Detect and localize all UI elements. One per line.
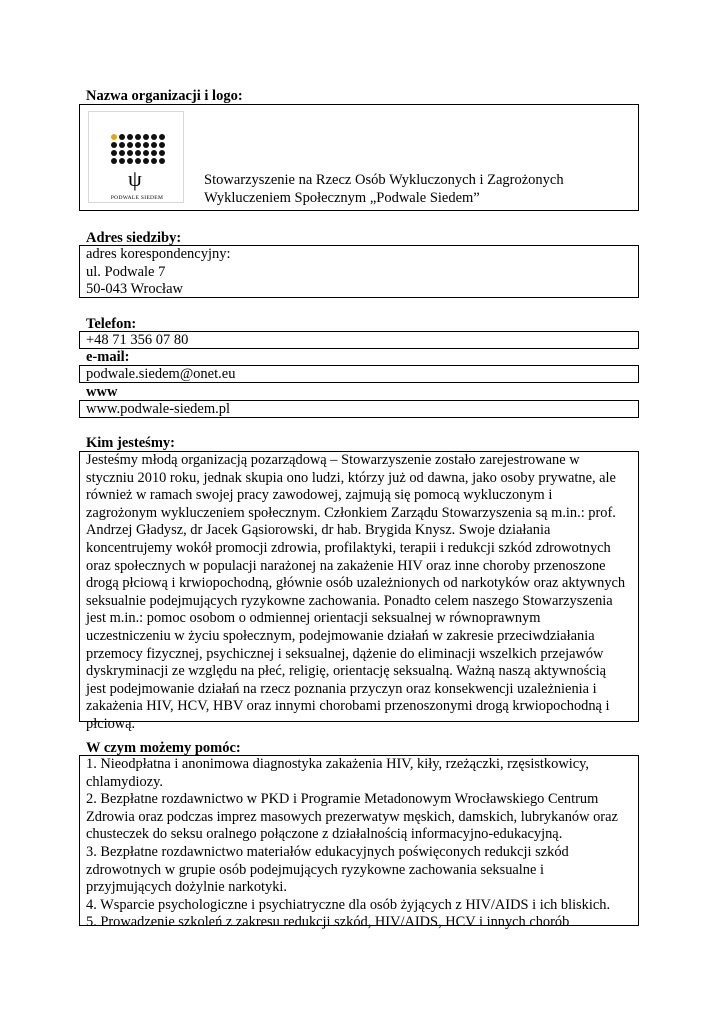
organization-name-line: Stowarzyszenie na Rzecz Osób Wykluczonych i Zagrożonych bbox=[204, 172, 564, 188]
about-line: również w ramach swojej pracy zawodowej, zajmują się pomocą wykluczonym i bbox=[86, 487, 553, 504]
about-line: uczestniczeniu w życiu społecznym, podejmowanie działań w zakresie przeciwdziałania bbox=[86, 627, 595, 644]
psi-icon: ψ bbox=[128, 166, 142, 191]
address-box bbox=[79, 245, 639, 298]
email-box bbox=[79, 365, 639, 383]
about-line: Jesteśmy młodą organizacją pozarządową – Stowarzyszenie zostało zarejestrowane w bbox=[86, 452, 580, 468]
help-line: chusteczek do seksu oralnego połączone z działalnością informacyjno-edukacyjną. bbox=[86, 826, 563, 843]
address-line: adres korespondencyjny: bbox=[86, 246, 231, 262]
logo-caption: PODWALE SIEDEM bbox=[110, 195, 164, 201]
about-line: styczniu 2010 roku, jednak skupia ono ludzi, którzy już od dawna, jako osoby prywatne, ale bbox=[86, 469, 616, 486]
about-line: seksualnie podejmujących ryzykowne zachowania. Ponadto celem naszego Stowarzyszenia bbox=[86, 592, 613, 609]
help-box bbox=[79, 755, 639, 931]
help-line: 5. Prowadzenie szkoleń z zakresu redukcji szkód, HIV/AIDS, HCV i innych chorób bbox=[86, 914, 570, 931]
address-label: Adres siedziby: bbox=[86, 230, 182, 246]
about-box bbox=[79, 451, 639, 732]
about-line: drogą płciową i krwiopochodną, głównie osób uzależnionych od narkotyków oraz aktywnych bbox=[86, 575, 626, 592]
about-line: jest podejmowanie działań na rzecz poznania przyczyn oraz konsekwencji uzależnienia i bbox=[86, 680, 597, 697]
about-line: Andrzej Gładysz, dr Jacek Gąsiorowski, dr hab. Brygida Knysz. Swoje działania bbox=[86, 522, 551, 539]
organization-name-line: Wykluczeniem Społecznym „Podwale Siedem” bbox=[204, 190, 480, 206]
address-line: 50-043 Wrocław bbox=[86, 281, 183, 297]
organization-box bbox=[79, 104, 639, 211]
www-box bbox=[79, 400, 639, 418]
address-line: ul. Podwale 7 bbox=[86, 263, 166, 280]
help-line: chlamydiozy. bbox=[86, 773, 163, 790]
about-line: koncentrujemy wokół promocji zdrowia, profilaktyki, terapii i redukcji szkód zdrowotnych bbox=[86, 539, 611, 556]
organization-label: Nazwa organizacji i logo: bbox=[86, 88, 243, 104]
www-label: www bbox=[86, 384, 118, 400]
www-value[interactable]: www.podwale-siedem.pl bbox=[86, 401, 231, 417]
help-line: 2. Bezpłatne rozdawnictwo w PKD i Programie Metadonowym Wrocławskiego Centrum bbox=[86, 791, 599, 808]
organization-name bbox=[204, 171, 564, 207]
phone-label: Telefon: bbox=[86, 316, 137, 332]
help-line: przyjmujących dożylnie narkotyki. bbox=[86, 879, 288, 896]
about-line: płciową. bbox=[86, 715, 136, 732]
about-line: jest m.in.: pomoc osobom o odmiennej orientacji seksualnej w równoprawnym bbox=[86, 610, 541, 627]
about-label: Kim jesteśmy: bbox=[86, 435, 175, 451]
help-label: W czym możemy pomóc: bbox=[86, 740, 241, 756]
phone-value: +48 71 356 07 80 bbox=[86, 332, 189, 348]
about-line: dyskryminacji ze względu na płeć, religię, orientację seksualną. Ważną naszą aktywnością bbox=[86, 663, 607, 680]
organization-logo bbox=[88, 111, 184, 203]
phone-box bbox=[79, 331, 639, 349]
help-line: 4. Wsparcie psychologiczne i psychiatryczne dla osób żyjących z HIV/AIDS i ich bliskich. bbox=[86, 896, 611, 913]
email-label: e-mail: bbox=[86, 349, 130, 365]
about-line: zakażenia HIV, HCV, HBV oraz innymi chorobami przenoszonymi drogą krwiopochodną i bbox=[86, 698, 610, 715]
about-line: oraz społecznych w populacji narażonej na zakażenie HIV oraz inne choroby przenoszone bbox=[86, 557, 606, 574]
help-line: 1. Nieodpłatna i anonimowa diagnostyka zakażenia HIV, kiły, rzeżączki, rzęsistkowicy, bbox=[86, 756, 589, 772]
email-value[interactable]: podwale.siedem@onet.eu bbox=[86, 366, 236, 382]
help-line: zdrowotnych w grupie osób podejmujących ryzykowne zachowania seksualne i bbox=[86, 861, 544, 878]
help-line: 3. Bezpłatne rozdawnictwo materiałów edukacyjnych poświęconych redukcji szkód bbox=[86, 843, 569, 860]
help-line: Zdrowia oraz podczas imprez masowych prezerwatyw męskich, damskich, lubrykanów oraz bbox=[86, 808, 618, 825]
about-line: zagrożonym wykluczeniem społecznym. Członkiem Zarządu Stowarzyszenia są m.in.: prof. bbox=[86, 504, 616, 521]
about-line: przemocy fizycznej, psychicznej i seksualnej, dążenie do eliminacji wszelkich przejawów bbox=[86, 645, 604, 662]
